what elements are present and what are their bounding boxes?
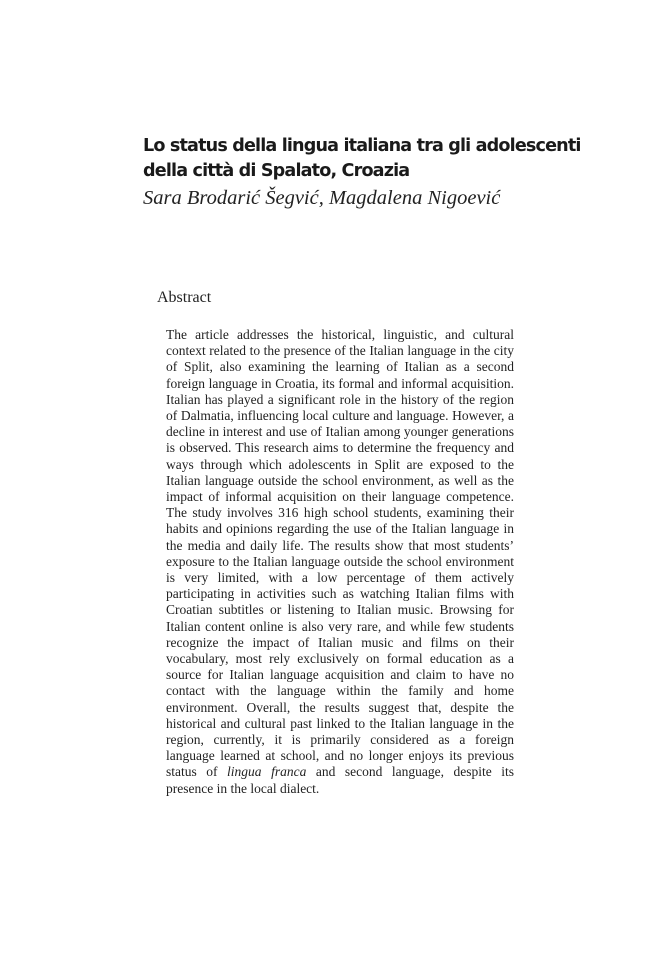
paper-title-line-1: Lo status della lingua italiana tra gli adolescenti bbox=[143, 136, 581, 156]
abstract-italic-term: lingua franca bbox=[227, 764, 307, 780]
abstract-body bbox=[166, 327, 514, 797]
paper-title-line-2: della città di Spalato, Croazia bbox=[143, 161, 410, 181]
abstract-text-end: and second language, despite its presence in the local dialect. bbox=[166, 764, 515, 796]
abstract-heading: Abstract bbox=[157, 289, 212, 306]
paper-authors: Sara Brodarić Šegvić, Magdalena Nigoević bbox=[143, 187, 501, 209]
abstract-text-main: The article addresses the historical, linguistic, and cultural context related to the presence of the Italian language in the city of Split, also examining the learning of Italian as a second foreign language in Croatia, its formal and informal acquisition. Italian has played a significant role in the history of the region of Dalmatia, influencing local culture and language. However, a decline in interest and use of Italian among younger generations is observed. This research aims to determine the frequency and ways through which adolescents in Split are exposed to the Italian language outside the school environment, as well as the impact of informal acquisition on their language competence. The study involves 316 high school students, examining their habits and opinions regarding the use of the Italian language in the media and daily life. The results show that most students’ exposure to the Italian language outside the school environment is very limited, with a low percentage of them actively participating in activities such as watching Italian films with Croatian subtitles or listening to Italian music. Browsing for Italian content online is also very rare, and while few students recognize the impact of Italian music and films on their vocabulary, most rely exclusively on formal education as a source for Italian language acquisition and claim to have no contact with the language within the family and home environment. Overall, the results suggest that, despite the historical and cultural past linked to the Italian language in the region, currently, it is primarily considered as a foreign language learned at school, and no longer enjoys its previous status of bbox=[166, 327, 514, 780]
title-block bbox=[143, 134, 583, 211]
